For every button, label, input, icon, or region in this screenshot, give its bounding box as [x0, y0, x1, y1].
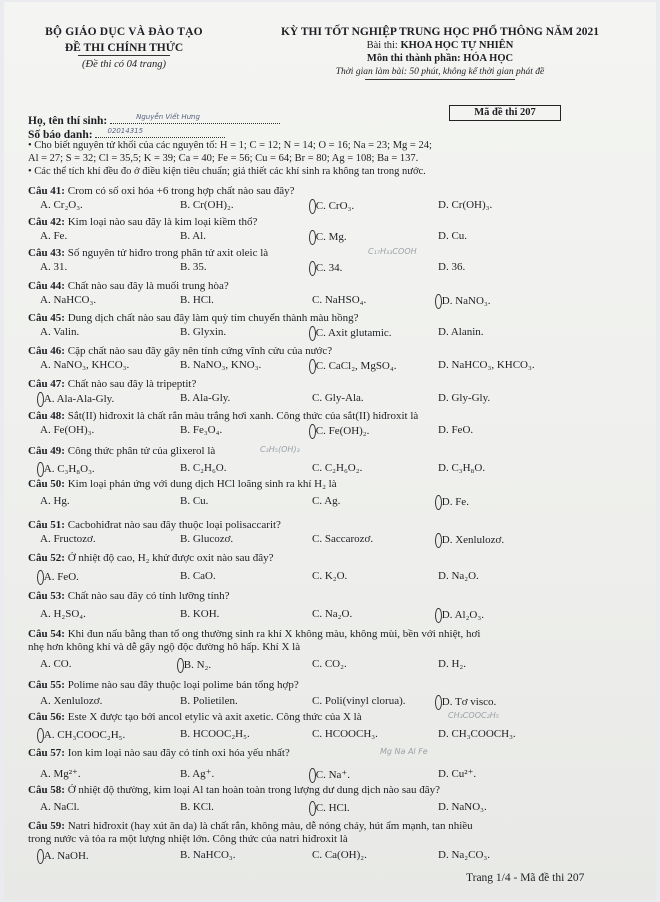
id-field	[95, 128, 225, 138]
option-d: D. Alanin.	[438, 326, 484, 338]
option-d: D. NaNO₃.	[438, 801, 487, 813]
answer-circle	[37, 570, 44, 585]
question-number: Câu 44:	[28, 280, 65, 292]
question-number: Câu 54:	[28, 628, 65, 640]
question-text: Cặp chất nào sau đây gây nên tính cứng vĩnh cửu của nước?	[67, 345, 333, 357]
question-45	[28, 312, 638, 339]
duration: Thời gian làm bài: 50 phút, không kể thời gian phát đề	[335, 67, 545, 77]
option-b: B. Fe₃O₄.	[180, 424, 223, 436]
answer-circle	[309, 261, 316, 276]
option-d: D. FeO.	[438, 424, 474, 436]
gas-note: • Các thể tích khí đều đo ở điều kiện tiêu chuẩn; giả thiết các khí sinh ra không tan trong nước.	[28, 166, 426, 177]
option-c-text: C. HCl.	[315, 802, 350, 814]
option-a	[40, 728, 125, 743]
option-c-text: C. 34.	[315, 262, 343, 274]
id-label: Số báo danh:	[28, 129, 93, 141]
question-44	[28, 280, 638, 307]
header-left	[24, 26, 224, 70]
option-a: A. Cr₂O₃.	[40, 199, 83, 211]
option-c: C. Saccarozơ.	[312, 533, 374, 545]
question-53	[28, 590, 638, 621]
question-text: Cacbohiđrat nào sau đây thuộc loại polisaccarit?	[67, 519, 281, 531]
question-number: Câu 46:	[28, 345, 65, 357]
option-b: B. NaNO₃, KNO₃.	[180, 359, 262, 371]
option-d-text: D. Fe.	[441, 496, 469, 508]
question-text: Chất nào sau đây là tripeptit?	[67, 378, 197, 390]
question-text: Polime nào sau đây thuộc loại polime bán tổng hợp?	[67, 679, 299, 691]
option-b: B. Ag⁺.	[180, 768, 215, 780]
ministry-name: BỘ GIÁO DỤC VÀ ĐÀO TẠO	[45, 26, 203, 38]
option-b: B. C₂H₆O.	[180, 462, 227, 474]
option-d: D. Cr(OH)₃.	[438, 199, 493, 211]
answer-circle	[435, 608, 442, 623]
option-c	[312, 801, 350, 816]
divider	[78, 55, 170, 56]
question-text-cont: trong nước và tỏa ra một lượng nhiệt lớn. Công thức của natri hiđroxit là	[28, 833, 348, 845]
option-d-text: D. Xenlulozơ.	[441, 534, 505, 546]
pencil-note: C₃H₅(OH)₃	[260, 445, 300, 454]
question-41	[28, 185, 638, 212]
option-d: D. Cu²⁺.	[438, 768, 477, 780]
question-number: Câu 50:	[28, 478, 65, 490]
option-b: B. Ala-Gly.	[180, 392, 231, 404]
option-b: B. Cu.	[180, 495, 209, 507]
subject-line	[240, 53, 640, 64]
option-d-text: D. Al₂O₃.	[441, 609, 484, 621]
option-b: B. KCl.	[180, 801, 214, 813]
question-number: Câu 52:	[28, 552, 65, 564]
option-a: A. 31.	[40, 261, 68, 273]
option-c: C. Na₂O.	[312, 608, 353, 620]
question-54	[28, 628, 638, 671]
option-b	[180, 658, 211, 673]
option-a: A. Fructozơ.	[40, 533, 96, 545]
question-number: Câu 48:	[28, 410, 65, 422]
exam-title: KỲ THI TỐT NGHIỆP TRUNG HỌC PHỔ THÔNG NĂM 2021	[280, 26, 600, 38]
question-text: Este X được tạo bởi ancol etylic và axit axetic. Công thức của X là	[67, 711, 362, 723]
option-c: C. C₂H₆O₂.	[312, 462, 363, 474]
question-text: Chất nào sau đây có tính lưỡng tính?	[67, 590, 230, 602]
question-47	[28, 378, 638, 405]
question-49	[28, 445, 638, 475]
answer-circle	[309, 326, 316, 341]
option-b: B. NaHCO₃.	[180, 849, 236, 861]
option-c: C. Gly-Ala.	[312, 392, 364, 404]
answer-circle	[435, 695, 442, 710]
question-58	[28, 784, 638, 814]
option-c: C. Ca(OH)₂.	[312, 849, 367, 861]
option-a: A. Mg²⁺.	[40, 768, 81, 780]
option-c: C. Poli(vinyl clorua).	[312, 695, 406, 707]
question-text: Chất nào sau đây là muối trung hòa?	[67, 280, 229, 292]
option-a-text: A. NaOH.	[43, 850, 89, 862]
question-number: Câu 43:	[28, 247, 65, 259]
option-a-text: A. CH₃COOC₂H₅.	[43, 729, 126, 741]
answer-circle	[37, 849, 44, 864]
exam-code-box: Mã đề thi 207	[449, 105, 561, 121]
option-d: D. Na₂O.	[438, 570, 479, 582]
header-right	[240, 26, 640, 80]
option-b: B. HCl.	[180, 294, 214, 306]
option-a-text: A. FeO.	[43, 571, 79, 583]
question-51	[28, 519, 638, 546]
question-number: Câu 58:	[28, 784, 65, 796]
question-text: Số nguyên tử hiđro trong phân tử axit oleic là	[67, 247, 269, 259]
option-d	[438, 695, 496, 710]
question-50	[28, 478, 638, 508]
option-a: A. CO.	[40, 658, 72, 670]
question-42	[28, 216, 638, 243]
question-text-cont: nhẹ hơn không khí và dễ gây ngộ độc đường hô hấp. Khí X là	[28, 641, 301, 653]
question-number: Câu 51:	[28, 519, 65, 531]
option-c	[312, 768, 350, 783]
question-number: Câu 41:	[28, 185, 65, 197]
option-b-text: B. N₂.	[183, 659, 212, 671]
answer-circle	[435, 495, 442, 510]
option-b: B. HCOOC₂H₅.	[180, 728, 250, 740]
answer-circle	[37, 728, 44, 743]
answer-circle	[309, 801, 316, 816]
answer-circle	[37, 392, 44, 407]
exam-paper	[4, 2, 656, 900]
option-d: D. C₃H₈O.	[438, 462, 486, 474]
question-text: Crom có số oxi hóa +6 trong hợp chất nào sau đây?	[67, 185, 295, 197]
candidate-name-line	[28, 114, 280, 128]
option-d: D. Cu.	[438, 230, 468, 242]
option-b: B. Cr(OH)₂.	[180, 199, 234, 211]
option-a: A. Xenlulozơ.	[40, 695, 103, 707]
option-c-text: C. CaCl₂, MgSO₄.	[315, 360, 397, 372]
answer-circle	[37, 462, 44, 477]
pencil-note: Mg Na Al Fe	[380, 747, 428, 756]
option-d: D. Gly-Gly.	[438, 392, 491, 404]
option-a: A. Hg.	[40, 495, 70, 507]
option-c-text: C. Fe(OH)₂.	[315, 425, 370, 437]
question-55	[28, 679, 638, 708]
subject-label: Môn thi thành phần:	[366, 53, 461, 64]
answer-circle	[309, 768, 316, 783]
option-a: A. NaCl.	[40, 801, 80, 813]
option-b: B. Polietilen.	[180, 695, 238, 707]
option-a: A. H₂SO₄.	[40, 608, 86, 620]
question-number: Câu 59:	[28, 820, 65, 832]
option-c	[312, 424, 369, 439]
option-c: C. K₂O.	[312, 570, 348, 582]
answer-circle	[309, 359, 316, 374]
option-d-text: D. Tơ visco.	[441, 696, 497, 708]
option-b: B. Glucozơ.	[180, 533, 234, 545]
option-a: A. Fe(OH)₃.	[40, 424, 95, 436]
option-a: A. Valin.	[40, 326, 80, 338]
option-c: C. CO₂.	[312, 658, 347, 670]
option-d	[438, 294, 491, 309]
answer-circle	[309, 199, 316, 214]
question-48	[28, 410, 638, 437]
question-number: Câu 56:	[28, 711, 65, 723]
option-b: B. KOH.	[180, 608, 220, 620]
option-c: C. NaHSO₄.	[312, 294, 367, 306]
option-a: A. NaHCO₃.	[40, 294, 97, 306]
question-text: Ở nhiệt độ thường, kim loại Al tan hoàn toàn trong lượng dư dung dịch nào sau đây?	[67, 784, 441, 796]
answer-circle	[309, 424, 316, 439]
question-text: Natri hiđroxit (hay xút ăn da) là chất rắn, không màu, dễ nóng chảy, hút ẩm mạnh, tan nhiều	[67, 820, 473, 832]
option-a	[40, 849, 89, 864]
option-c	[312, 261, 342, 276]
question-59	[28, 820, 638, 862]
option-a	[40, 392, 114, 407]
option-a: A. NaNO₃, KHCO₃.	[40, 359, 130, 371]
option-d: D. Na₂CO₃.	[438, 849, 490, 861]
option-c-text: C. Na⁺.	[315, 769, 350, 781]
answer-circle	[435, 294, 442, 309]
option-c-text: C. Mg.	[315, 231, 347, 243]
id-value: 02014315	[107, 127, 144, 135]
option-a: A. Fe.	[40, 230, 68, 242]
option-a-text: A. Ala-Ala-Gly.	[43, 393, 115, 405]
masses-line-2: Al = 27; S = 32; Cl = 35,5; K = 39; Ca = 40; Fe = 56; Cu = 64; Br = 80; Ag = 108; Ba = 137.	[28, 153, 419, 164]
question-text: Ở nhiệt độ cao, H₂ khử được oxit nào sau đây?	[67, 552, 274, 564]
question-56	[28, 711, 638, 741]
name-field	[110, 114, 280, 124]
question-52	[28, 552, 638, 583]
option-b: B. Glyxin.	[180, 326, 227, 338]
question-number: Câu 45:	[28, 312, 65, 324]
question-text: Ion kim loại nào sau đây có tính oxi hóa yếu nhất?	[67, 747, 290, 759]
official-label: ĐỀ THI CHÍNH THỨC	[64, 42, 184, 54]
pencil-note: CH₃COOC₂H₅	[448, 711, 500, 720]
paper-value: KHOA HỌC TỰ NHIÊN	[400, 40, 514, 51]
option-d	[438, 533, 504, 548]
option-c: C. HCOOCH₃.	[312, 728, 378, 740]
option-d: D. CH₃COOCH₃.	[438, 728, 516, 740]
option-d-text: D. NaNO₃.	[441, 295, 491, 307]
question-46	[28, 345, 638, 372]
question-text: Sắt(II) hiđroxit là chất rắn màu trắng hơi xanh. Công thức của sắt(II) hiđroxit là	[67, 410, 419, 422]
option-c	[312, 326, 392, 341]
answer-circle	[177, 658, 184, 673]
pencil-note: C₁₇H₃₃COOH	[368, 247, 417, 256]
question-number: Câu 55:	[28, 679, 65, 691]
option-c-text: C. Axit glutamic.	[315, 327, 392, 339]
option-c-text: C. CrO₃.	[315, 200, 355, 212]
option-c	[312, 359, 396, 374]
question-text: Công thức phân tử của glixerol là	[67, 445, 216, 457]
name-label: Họ, tên thí sinh:	[28, 115, 108, 127]
option-c: C. Ag.	[312, 495, 341, 507]
candidate-info	[28, 114, 280, 142]
question-57	[28, 747, 638, 781]
option-d	[438, 608, 484, 623]
question-number: Câu 47:	[28, 378, 65, 390]
option-d	[438, 495, 469, 510]
info-block	[28, 139, 638, 178]
page-footer: Trang 1/4 - Mã đề thi 207	[466, 872, 585, 884]
question-text: Dung dịch chất nào sau đây làm quỳ tím chuyển thành màu hồng?	[67, 312, 359, 324]
option-d: D. NaHCO₃, KHCO₃.	[438, 359, 535, 371]
question-number: Câu 57:	[28, 747, 65, 759]
option-c	[312, 230, 347, 245]
option-d: D. H₂.	[438, 658, 466, 670]
divider	[365, 79, 515, 80]
name-value: Nguyễn Viết Hưng	[136, 113, 200, 121]
pages-note: (Đề thi có 04 trang)	[82, 59, 166, 70]
masses-line-1: • Cho biết nguyên tử khối của các nguyên tố: H = 1; C = 12; N = 14; O = 16; Na = 23; Mg = 24;	[28, 140, 432, 151]
option-b: B. 35.	[180, 261, 207, 273]
question-text: Kim loại nào sau đây là kim loại kiềm thổ?	[67, 216, 258, 228]
question-number: Câu 42:	[28, 216, 65, 228]
option-c	[312, 199, 354, 214]
option-b: B. Al.	[180, 230, 206, 242]
option-a	[40, 462, 95, 477]
question-43	[28, 247, 638, 274]
answer-circle	[309, 230, 316, 245]
option-a	[40, 570, 79, 585]
subject-value: HÓA HỌC	[463, 53, 514, 64]
question-text: Kim loại phản ứng với dung dịch HCl loãng sinh ra khí H₂ là	[67, 478, 337, 490]
option-d: D. 36.	[438, 261, 466, 273]
paper-label: Bài thi:	[366, 40, 398, 51]
paper-line	[240, 40, 640, 51]
option-a-text: A. C₃H₈O₃.	[43, 463, 95, 475]
answer-circle	[435, 533, 442, 548]
question-number: Câu 49:	[28, 445, 65, 457]
question-text: Khi đun nấu bằng than tổ ong thường sinh ra khí X không màu, không mùi, bền với nhiệt, hơi	[67, 628, 481, 640]
question-number: Câu 53:	[28, 590, 65, 602]
option-b: B. CaO.	[180, 570, 216, 582]
